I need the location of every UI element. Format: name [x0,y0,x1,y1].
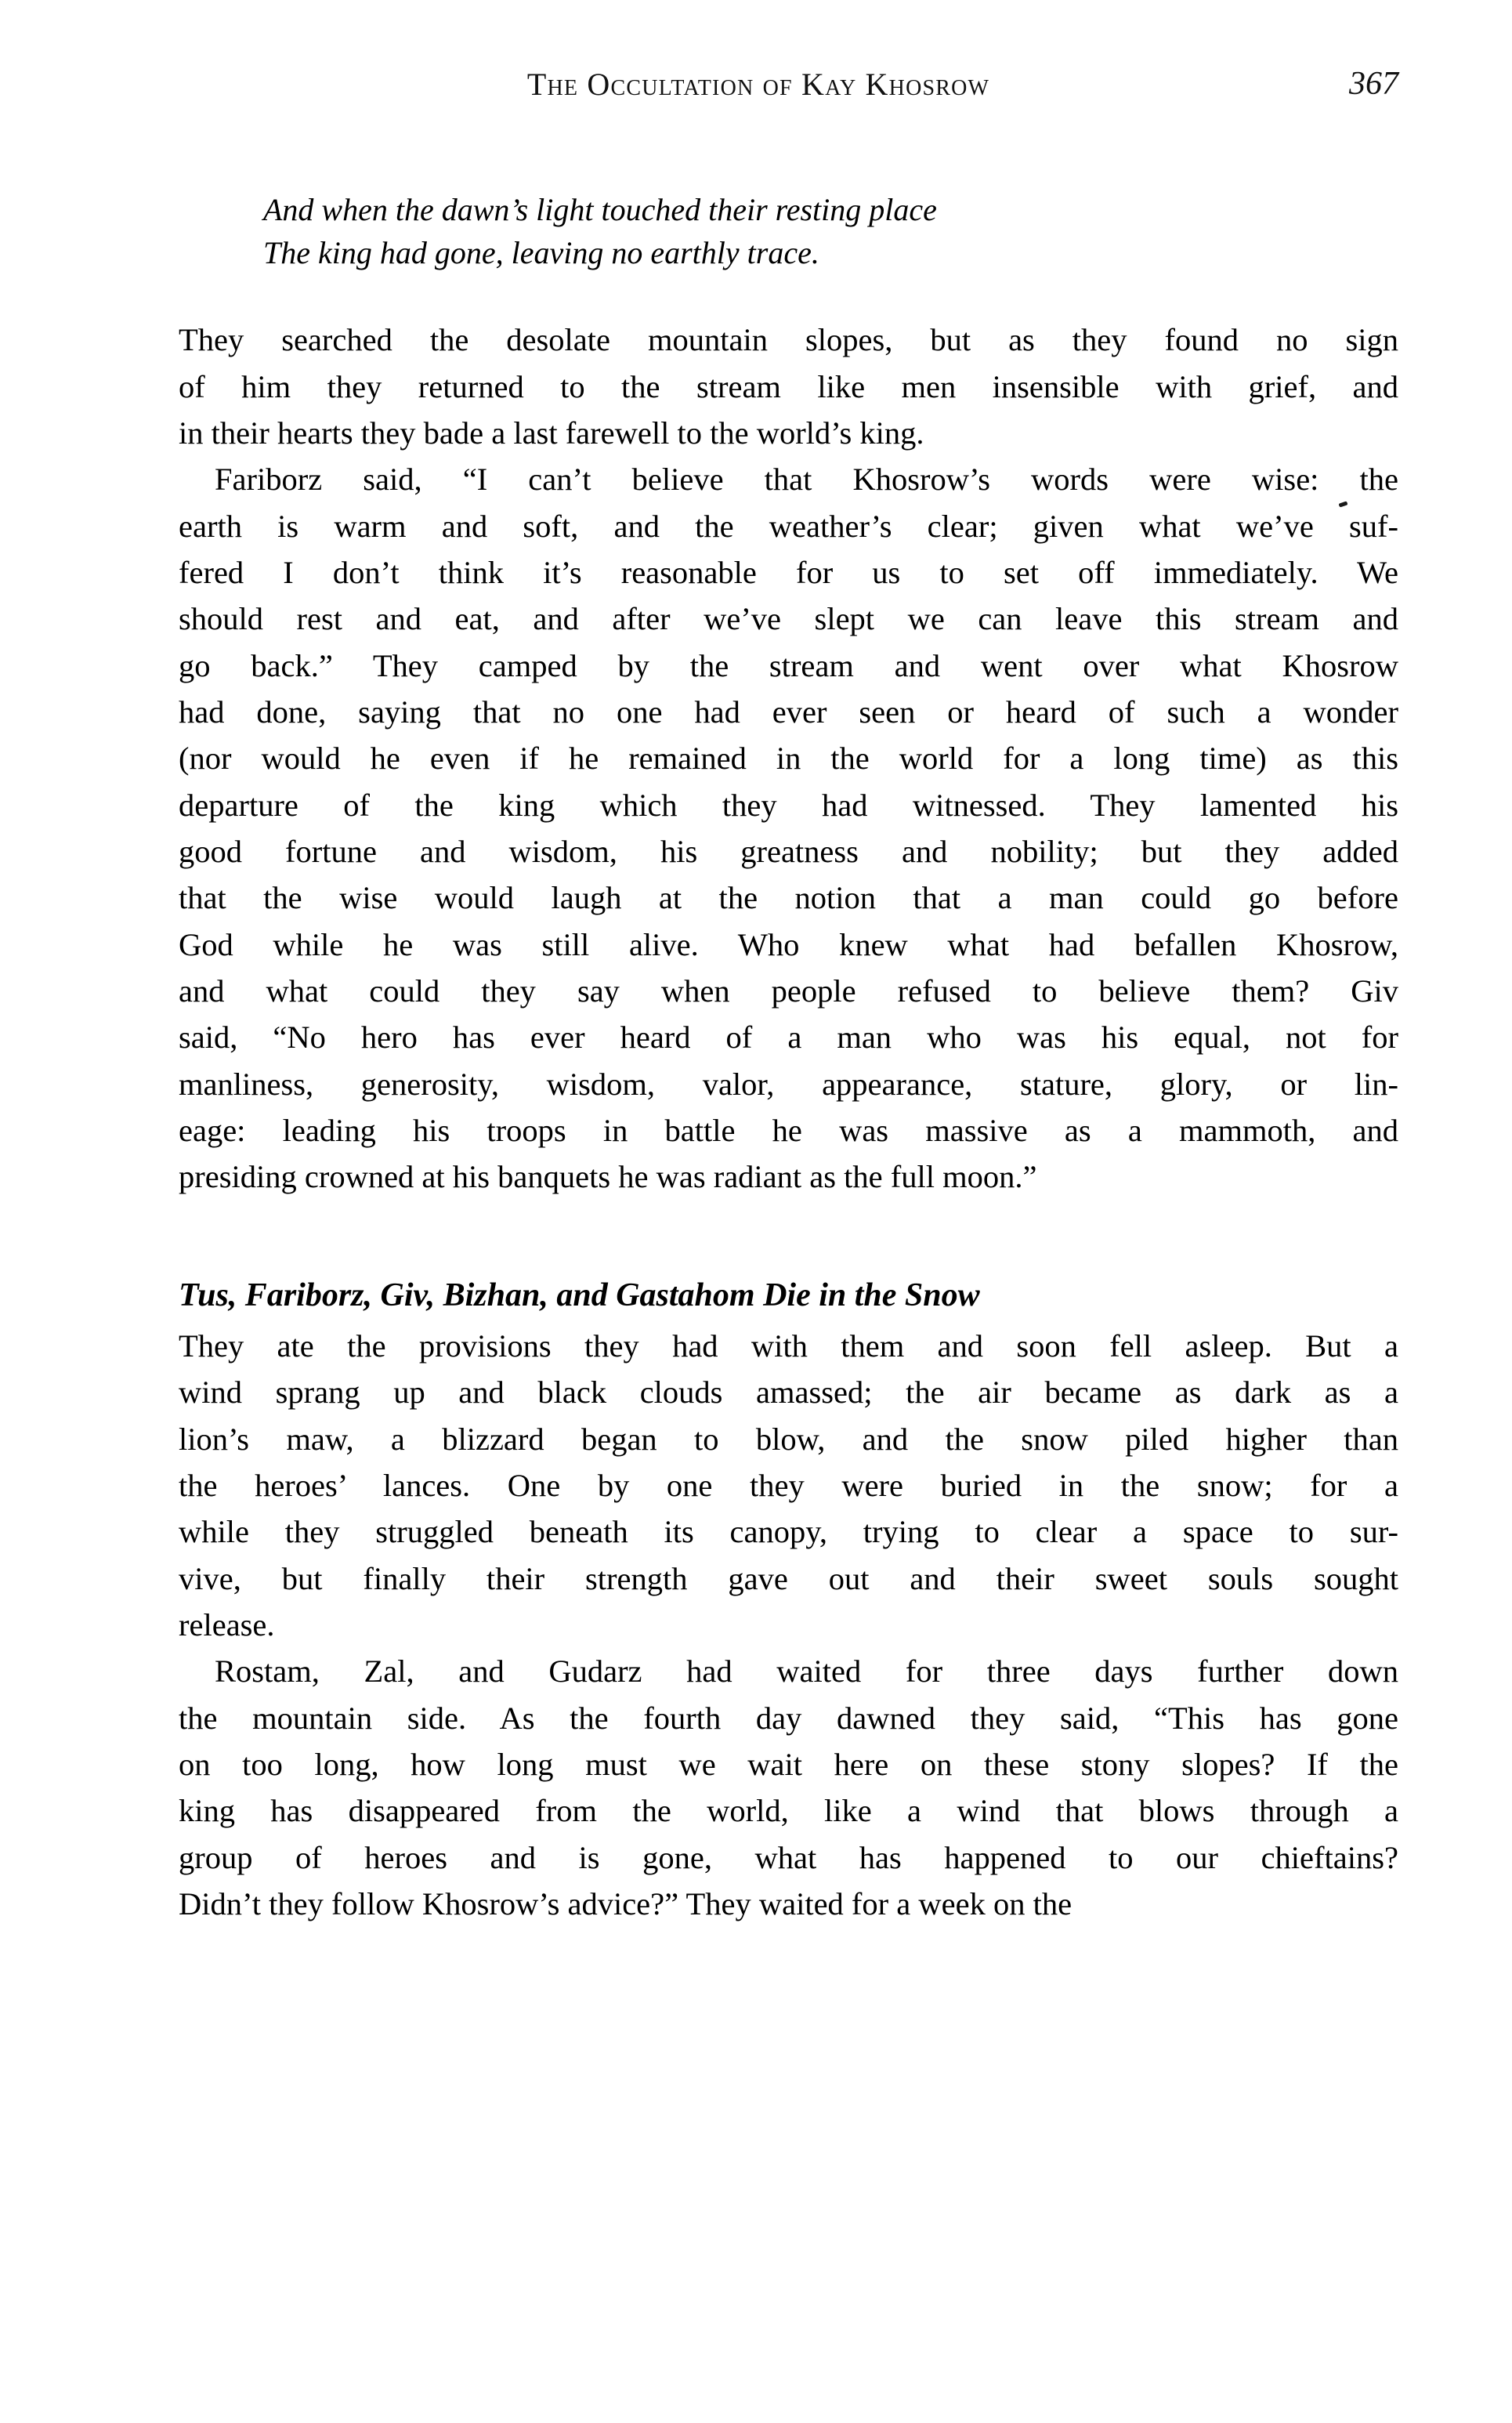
text-line-content: Fariborz said, “I can’t believe that Khosrow’s words were wise: the [215,462,1398,498]
text-line-content: Rostam, Zal, and Gudarz had waited for three days further down [215,1653,1398,1690]
text-line: while they struggled beneath its canopy, trying to clear a space to sur- [179,1514,1398,1550]
text-line: release. [179,1606,275,1642]
text-line: manliness, generosity, wisdom, valor, appearance, stature, glory, or lin- [179,1066,1398,1102]
paragraph-search [179,317,1398,456]
text-line [179,456,1398,502]
text-line: had done, saying that no one had ever seen or heard of such a wonder [179,694,1398,730]
section-heading: Tus, Fariborz, Giv, Bizhan, and Gastahom Die in the Snow [179,1277,980,1313]
text-line: on too long, how long must we wait here on these stony slopes? If the [179,1746,1398,1782]
text-line: said, “No hero has ever heard of a man who was his equal, not for [179,1020,1398,1056]
text-line: should rest and eat, and after we’ve slept we can leave this stream and [179,601,1398,637]
paragraph-provisions [179,1323,1398,1648]
text-line: eage: leading his troops in battle he was massive as a mammoth, and [179,1112,1398,1148]
text-line: good fortune and wisdom, his greatness and nobility; but they added [179,833,1398,869]
text-line: the heroes’ lances. One by one they were buried in the snow; for a [179,1467,1398,1503]
running-head-title: The Occultation of Kay Khosrow [526,67,990,102]
text-column [179,188,1398,1927]
text-line: departure of the king which they had witnessed. They lamented his [179,787,1398,823]
text-line: presiding crowned at his banquets he was radiant as the full moon.” [179,1159,1037,1195]
paragraph-rostam [179,1648,1398,1927]
verse-epigraph [263,188,1398,274]
text-line: of him they returned to the stream like men insensible with grief, and [179,368,1398,404]
text-line: wind sprang up and black clouds amassed; the air became as dark as a [179,1374,1398,1411]
page-number: 367 [1349,66,1398,102]
text-line: They ate the provisions they had with them and soon fell asleep. But a [179,1328,1398,1364]
paragraph-fariborz [179,456,1398,1200]
text-line: lion’s maw, a blizzard began to blow, and the snow piled higher than [179,1421,1398,1457]
text-line: They searched the desolate mountain slopes, but as they found no sign [179,322,1398,358]
text-line: go back.” They camped by the stream and went over what Khosrow [179,647,1398,683]
text-line: and what could they say when people refused to believe them? Giv [179,972,1398,1009]
text-line: in their hearts they bade a last farewell to the world’s king. [179,415,924,451]
text-line: vive, but finally their strength gave out and their sweet souls sought [179,1560,1398,1596]
verse-line: And when the dawn’s light touched their resting place [263,192,937,227]
text-line: (nor would he even if he remained in the world for a long time) as this [179,741,1398,777]
text-line: earth is warm and soft, and the weather’s clear; given what we’ve suf- [179,508,1398,544]
running-head [179,67,1398,122]
text-line: fered I don’t think it’s reasonable for us to set off immediately. We [179,555,1398,591]
text-line: that the wise would laugh at the notion that a man could go before [179,880,1398,916]
verse-line: The king had gone, leaving no earthly trace. [263,235,819,271]
text-line: group of heroes and is gone, what has happened to our chieftains? [179,1839,1398,1875]
text-line: God while he was still alive. Who knew what had befallen Khosrow, [179,926,1398,962]
text-line [179,1648,1398,1694]
text-line: Didn’t they follow Khosrow’s advice?” They waited for a week on the [179,1885,1073,1921]
text-line: king has disappeared from the world, like a wind that blows through a [179,1793,1398,1829]
text-line: the mountain side. As the fourth day dawned they said, “This has gone [179,1700,1398,1736]
